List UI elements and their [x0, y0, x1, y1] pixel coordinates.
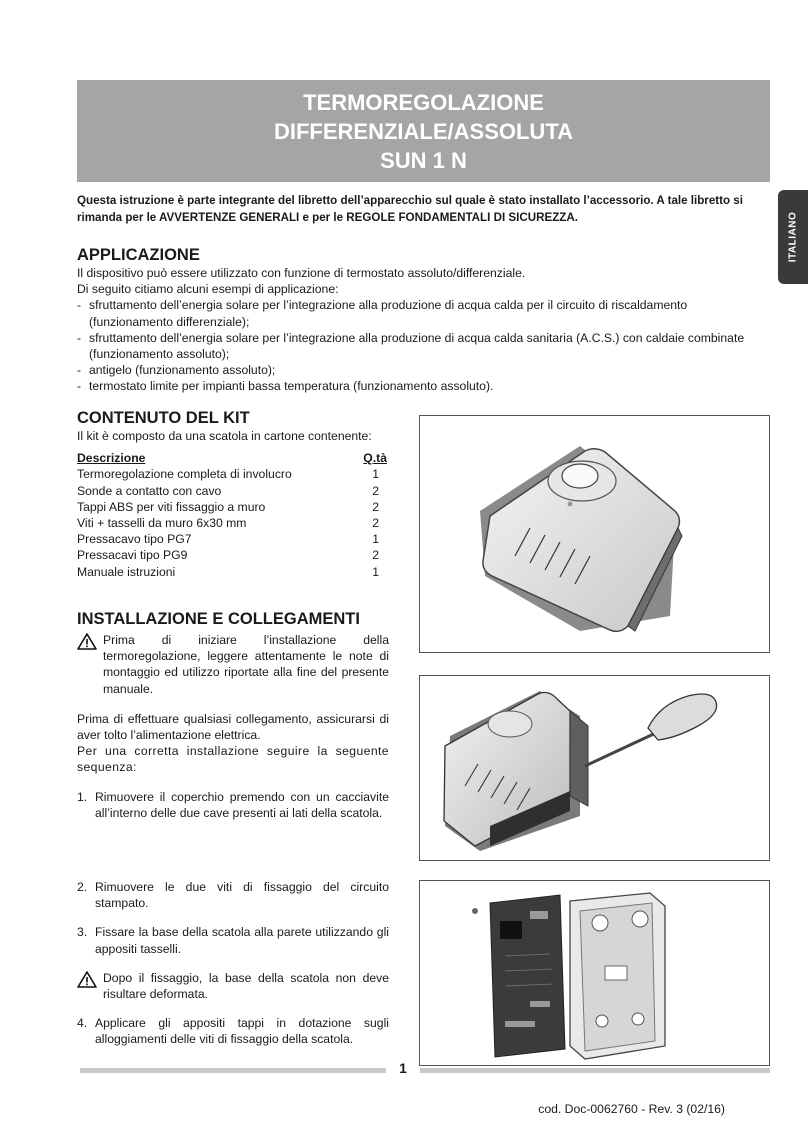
warning-1-text: Prima di iniziare l’installazione della termoregolazione, leggere attentamente le note di montaggio ed utilizzo riportate alla fine del presente manuale.: [103, 633, 389, 696]
warning-icon: [77, 633, 97, 650]
applicazione-item: - sfruttamento dell’energia solare per l’integrazione alla produzione di acqua calda per il circuito di riscaldamento (funzionamento differenziale);: [77, 297, 770, 329]
section-installazione-cont: [77, 879, 389, 1048]
step-number: 2.: [77, 880, 88, 894]
applicazione-item: - termostato limite per impianti bassa temperatura (funzionamento assoluto).: [77, 378, 770, 394]
language-tab: [778, 190, 808, 284]
warning-2: [77, 970, 389, 1002]
thermostat-device-illustration: [420, 416, 769, 652]
step-text: Rimuovere le due viti di fissaggio del circuito stampato.: [95, 880, 389, 911]
page-number: 1: [399, 1060, 407, 1076]
kit-table-header: [77, 450, 387, 466]
kit-desc: Pressacavo tipo PG7: [77, 532, 192, 547]
document-code: cod. Doc-0062760 - Rev. 3 (02/16): [538, 1102, 725, 1116]
pcb-and-base-illustration: [420, 881, 769, 1065]
kit-qty: 1: [372, 564, 379, 579]
screwdriver-illustration: [420, 676, 769, 860]
title-line-2: DIFFERENZIALE/ASSOLUTA: [273, 118, 574, 144]
kit-desc: Tappi ABS per viti fissaggio a muro: [77, 499, 266, 514]
title-banner: [77, 80, 770, 182]
section-title-applicazione: APPLICAZIONE: [77, 246, 200, 264]
kit-col-qty: Q.tà: [363, 451, 387, 466]
figure-opened-box: [419, 880, 770, 1066]
kit-desc: Termoregolazione completa di involucro: [77, 467, 292, 482]
table-row: [77, 531, 387, 547]
step-1: [77, 789, 389, 821]
figure-cover-removal: [419, 675, 770, 861]
footer-line-left: [80, 1068, 386, 1073]
applicazione-line-1: Il dispositivo può essere utilizzato con funzione di termostato assoluto/differenziale.: [77, 266, 526, 280]
step-3: [77, 924, 389, 956]
kit-col-desc: Descrizione: [77, 451, 146, 466]
kit-qty: 2: [372, 499, 379, 514]
kit-qty: 2: [372, 483, 379, 498]
kit-desc: Manuale istruzioni: [77, 564, 176, 579]
kit-qty: 2: [372, 516, 379, 531]
footer-line-right: [420, 1068, 770, 1073]
applicazione-item: - sfruttamento dell’energia solare per l’integrazione alla produzione di acqua calda sanitaria (A.C.S.) con caldaie combinate (funzionamento assoluto);: [77, 330, 770, 362]
kit-subtitle: Il kit è composto da una scatola in cartone contenente:: [77, 429, 372, 443]
language-label: ITALIANO: [787, 211, 799, 263]
section-applicazione: [77, 246, 770, 395]
step-text: Rimuovere il coperchio premendo con un cacciavite all’interno delle due cave presenti ai lati della scatola.: [95, 789, 389, 820]
section-title-installazione: INSTALLAZIONE E COLLEGAMENTI: [77, 610, 360, 628]
intro-paragraph: Questa istruzione è parte integrante del libretto dell’apparecchio sul quale è stato installato l’accessorio. A tale libretto si rimanda per le AVVERTENZE GENERALI e per le REGOLE FONDAMENTALI DI SICUREZZA.: [77, 194, 743, 224]
section-title-kit: CONTENUTO DEL KIT: [77, 409, 250, 427]
section-installazione: [77, 610, 389, 821]
applicazione-line-2: Di seguito citiamo alcuni esempi di applicazione:: [77, 282, 339, 297]
kit-qty: 1: [372, 532, 379, 547]
warning-2-text: Dopo il fissaggio, la base della scatola non deve risultare deformata.: [103, 970, 389, 1002]
table-row: [77, 564, 387, 580]
step-text: Fissare la base della scatola alla parete utilizzando gli appositi tasselli.: [95, 925, 389, 956]
table-row: [77, 499, 387, 515]
warning-1: [77, 632, 389, 697]
kit-desc: Pressacavi tipo PG9: [77, 548, 188, 563]
step-number: 4.: [77, 1016, 88, 1031]
warning-icon: [77, 971, 97, 988]
figure-thermostat-closed: [419, 415, 770, 653]
kit-table: [77, 450, 387, 580]
step-4: [77, 1015, 389, 1047]
step-number: 3.: [77, 925, 88, 940]
step-number: 1.: [77, 789, 88, 804]
kit-desc: Viti + tasselli da muro 6x30 mm: [77, 516, 247, 531]
install-para-2: Per una corretta installazione seguire la seguente sequenza:: [77, 744, 389, 775]
title-line-1: TERMOREGOLAZIONE: [303, 89, 544, 115]
kit-desc: Sonde a contatto con cavo: [77, 483, 222, 498]
table-row: [77, 483, 387, 499]
step-2: [77, 879, 389, 911]
applicazione-item: - antigelo (funzionamento assoluto);: [77, 362, 770, 378]
title-line-3: SUN 1 N: [380, 147, 467, 173]
table-row: [77, 515, 387, 531]
section-kit: [77, 409, 387, 580]
kit-qty: 2: [372, 548, 379, 563]
kit-qty: 1: [372, 467, 379, 482]
step-text: Applicare gli appositi tappi in dotazione sugli alloggiamenti delle viti di fissaggio della scatola.: [95, 1016, 389, 1047]
install-para-1: Prima di effettuare qualsiasi collegamento, assicurarsi di aver tolto l’alimentazione elettrica.: [77, 711, 389, 743]
table-row: [77, 547, 387, 563]
table-row: [77, 466, 387, 482]
